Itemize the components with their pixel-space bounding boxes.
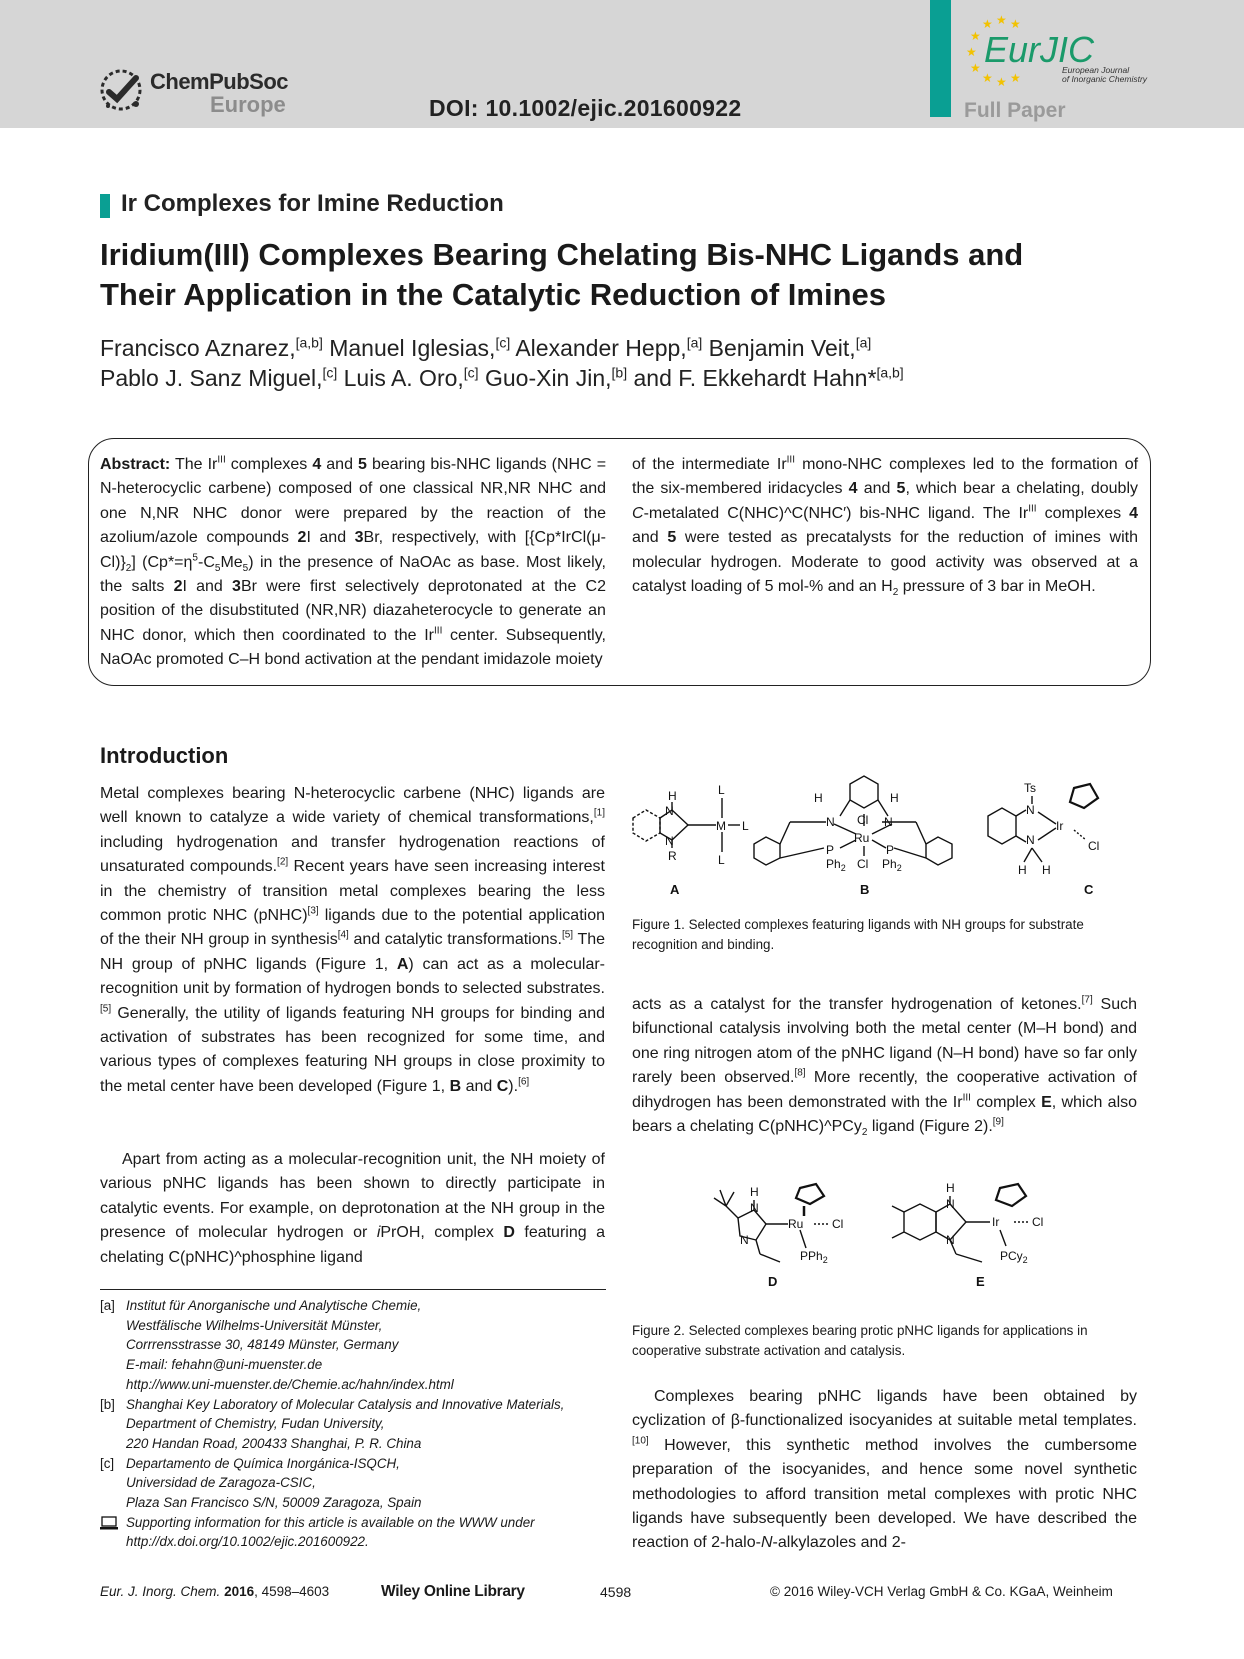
body-column-left-continued	[100, 1148, 605, 1270]
svg-text:PPh2: PPh$_2$	[800, 1249, 828, 1265]
svg-text:C: C	[1084, 882, 1094, 897]
author: Pablo J. Sanz Miguel,[c]	[100, 364, 338, 391]
author: Guo-Xin Jin,[b]	[484, 364, 628, 391]
svg-text:★: ★	[982, 17, 993, 31]
svg-text:N: N	[1026, 833, 1035, 847]
citation-link[interactable]: [9]	[992, 1116, 1004, 1128]
svg-text:H: H	[890, 791, 899, 805]
svg-text:H: H	[1042, 863, 1051, 877]
footnote-supporting-info: Supporting information for this article is available on the WWW under http://dx.doi.org/10.1002/ejic.201600922.	[100, 1513, 606, 1552]
svg-text:Ru: Ru	[854, 831, 870, 845]
svg-text:Ru: Ru	[788, 1217, 804, 1231]
citation-link[interactable]: [5]	[561, 930, 574, 942]
svg-text:L: L	[718, 783, 725, 797]
svg-text:Ts: Ts	[1024, 781, 1036, 795]
citation-link[interactable]: [8]	[794, 1067, 806, 1079]
svg-text:Cl: Cl	[832, 1217, 844, 1231]
paragraph: Metal complexes bearing N-heterocyclic carbene (NHC) ligands are well known to catalyze a wide variety of chemical transformations,[1] including hydrogenation and transfer hydrogenation reactions of unsaturated compounds.[2] Recent years have seen increasing interest in the chemistry of transition metal complexes bearing the less common protic NHC (pNHC)[3] ligands due to the potential application of the their NH group in synthesis[4] and catalytic transformations.[5] The NH group of pNHC ligands (Figure 1, A) can act as a molecular-recognition unit by formation of hydrogen bonds to selected substrates.[5] Generally, the utility of ligands featuring NH groups for binding and activation of substrates has been recognized for some time, and various types of complexes featuring NH groups in close proximity to the metal center have been developed (Figure 1, B and C).[6]	[100, 785, 606, 1095]
svg-text:★: ★	[966, 45, 977, 59]
author: Francisco Aznarez,[a,b]	[100, 334, 323, 361]
paragraph: acts as a catalyst for the transfer hydrogenation of ketones.[7] Such bifunctional catalysis involving both the metal center (M–H bond) and one ring nitrogen atom of the pNHC ligand (N–H bond) have so far only rarely been observed.[8] More recently, the cooperative activation of dihydrogen has been demonstrated with the $Ir^{III}$ complex E, which also bears a chelating C(pNHC)^PCy$_2$ ligand (Figure 2).[9]	[632, 994, 1138, 1139]
chempubsoc-star-icon	[98, 66, 148, 116]
footer-copyright: © 2016 Wiley-VCH Verlag GmbH & Co. KGaA, Weinheim	[770, 1584, 1113, 1599]
svg-text:A: A	[670, 882, 680, 897]
footnote-rule	[100, 1289, 606, 1290]
article-title: Iridium(III) Complexes Bearing Chelating Bis-NHC Ligands and Their Application in the Catalytic Reduction of Imines	[100, 237, 1024, 312]
svg-text:E: E	[976, 1274, 985, 1289]
svg-text:Cl: Cl	[857, 857, 869, 871]
svg-text:★: ★	[970, 61, 981, 75]
body-column-left	[100, 782, 605, 1099]
citation-link[interactable]: [4]	[337, 930, 349, 942]
figure-2-caption: Figure 2. Selected complexes bearing protic pNHC ligands for applications in cooperative substrate activation and catalysis.	[632, 1323, 1088, 1358]
svg-text:Cl: Cl	[857, 813, 869, 827]
svg-text:P: P	[886, 843, 895, 857]
author: and F. Ekkehardt Hahn*[a,b]	[633, 364, 904, 391]
svg-text:N: N	[665, 804, 674, 818]
svg-text:Ph2: $Ph_2$	[826, 857, 846, 873]
abstract-column-right	[632, 453, 1138, 599]
computer-icon	[100, 1516, 120, 1530]
publisher-region: Europe	[210, 92, 286, 117]
svg-text:N: N	[946, 1233, 955, 1247]
doi-label[interactable]: DOI: 10.1002/ejic.201600922	[429, 95, 742, 121]
paragraph: Apart from acting as a molecular-recognition unit, the NH moiety of various pNHC ligands has been shown to directly participate in catalytic events. For example, on deprotonation at the NH group in the presence of molecular hydrogen or iPrOH, complex D featuring a chelating C(pNHC)^phosphine ligand	[100, 1151, 606, 1266]
body-column-right	[632, 993, 1137, 1139]
footer-citation: Eur. J. Inorg. Chem. 2016, 4598–4603	[100, 1584, 330, 1599]
svg-text:★: ★	[996, 14, 1007, 27]
abstract-text-continued: of the intermediate $Ir^{III}$ mono-NHC complexes led to the formation of the six-membered iridacycles 4 and 5, which bear a chelating, doubly C-metalated C(NHC)^C(NHC′) bis-NHC ligand. The $Ir^{III}$ complexes 4 and 5 were tested as precatalysts for the reduction of imines with molecular hydrogen. Moderate to good activity was observed at a catalyst loading of 5 mol-% and an $H_2$ pressure of 3 bar in MeOH.	[632, 454, 1139, 599]
svg-text:H: H	[814, 791, 823, 805]
svg-text:N: N	[946, 1197, 955, 1211]
section-heading-introduction: Introduction	[100, 743, 229, 768]
svg-text:L: L	[718, 853, 725, 867]
svg-text:N: N	[826, 815, 835, 829]
svg-text:H: H	[946, 1181, 955, 1195]
svg-text:★: ★	[996, 75, 1007, 89]
citation-link[interactable]: [7]	[1081, 994, 1093, 1006]
author-list	[100, 333, 1180, 393]
svg-text:H: H	[1018, 863, 1027, 877]
svg-text:Cl: Cl	[1032, 1215, 1044, 1229]
citation-link[interactable]: [2]	[277, 856, 289, 868]
footnote-c: [c] Departamento de Química Inorgánica-ISQCH, Universidad de Zaragoza-CSIC, Plaza San Francisco S/N, 50009 Zaragoza, Spain	[100, 1455, 422, 1511]
author: Luis A. Oro,[c]	[343, 364, 479, 391]
svg-text:★: ★	[970, 29, 981, 43]
svg-text:H: H	[668, 789, 677, 803]
author: Benjamin Veit,[a]	[708, 334, 872, 361]
article-kicker: Ir Complexes for Imine Reduction	[121, 190, 504, 217]
paragraph: Complexes bearing pNHC ligands have been obtained by cyclization of β-functionalized isocyanides at suitable metal templates.[10] However, this synthetic method involves the cumbersome preparation of the isocyanides, and hence some novel synthetic methodologies to afford transition metal complexes with protic NHC ligands have subsequently been developed. We have described the reaction of 2-halo-N-alkylazoles and 2-	[632, 1388, 1137, 1552]
figure-1-caption: Figure 1. Selected complexes featuring ligands with NH groups for substrate recognition and binding.	[632, 917, 1084, 952]
svg-text:★: ★	[1010, 71, 1021, 85]
journal-accent-bar	[930, 0, 951, 117]
body-column-right-continued	[632, 1385, 1137, 1556]
svg-text:Cl: Cl	[1088, 839, 1100, 853]
homepage-link[interactable]: http://www.uni-muenster.de/Chemie.ac/hahn/index.html	[126, 1376, 454, 1392]
email-link[interactable]: E-mail: fehahn@uni-muenster.de	[126, 1357, 323, 1373]
abstract-column-left	[100, 453, 606, 673]
eurjic-logo[interactable]	[962, 14, 1152, 94]
citation-link[interactable]: [3]	[307, 905, 319, 917]
author: Alexander Hepp,[a]	[515, 334, 703, 361]
svg-text:N: N	[884, 815, 893, 829]
affiliation-footnotes	[100, 1296, 606, 1552]
svg-text:N: N	[665, 834, 674, 848]
citation-link[interactable]: [10]	[632, 1435, 649, 1447]
journal-full-name: European Journal of Inorganic Chemistry	[1062, 65, 1148, 84]
chempubsoc-logo[interactable]	[98, 66, 288, 122]
svg-text:L: L	[742, 819, 749, 833]
figure-1-structures	[628, 744, 1148, 899]
citation-link[interactable]: [5]	[100, 1003, 112, 1015]
svg-text:N: N	[750, 1201, 759, 1215]
citation-link[interactable]: [1]	[593, 808, 605, 820]
author: Manuel Iglesias,[c]	[329, 334, 511, 361]
page-number: 4598	[600, 1584, 632, 1600]
abstract-text: Abstract: The $Ir^{III}$ complexes 4 and 5 bearing bis-NHC ligands (NHC = N-heterocyclic carbene) composed of one classical NR,NR NHC and one N,NR NHC donor were prepared by the reaction of the azolium/azole compounds 2I and 3Br, respectively, with $[\{Cp*IrCl(\mu-Cl)\}_2]$ $(Cp*=\eta^5-C_5Me_5)$ in the presence of NaOAc as base. Most likely, the salts 2I and 3Br were first selectively deprotonated at the C2 position of the disubstituted (NR,NR) diazaheterocycle to generate an NHC donor, which then coordinated to the $Ir^{III}$ center. Subsequently, NaOAc promoted C–H bond activation at the pendant imidazole moiety	[100, 454, 607, 669]
svg-text:Ir: Ir	[992, 1215, 1000, 1229]
svg-text:EurJIC: EurJIC	[984, 29, 1095, 70]
citation-link[interactable]: [6]	[518, 1076, 530, 1088]
svg-text:B: B	[860, 882, 870, 897]
svg-text:R: R	[668, 849, 677, 863]
figure-2-structures	[700, 1178, 1140, 1306]
svg-text:Ph2: $Ph_2$	[882, 857, 902, 873]
paper-type: Full Paper	[964, 99, 1066, 122]
supporting-info-link[interactable]: http://dx.doi.org/10.1002/ejic.201600922.	[126, 1534, 369, 1550]
kicker-accent-bar	[100, 194, 110, 218]
svg-text:PCy2: PCy$_2$	[1000, 1249, 1028, 1265]
svg-text:H: H	[750, 1185, 759, 1199]
publisher-name: ChemPubSoc	[150, 69, 289, 94]
svg-text:N: N	[740, 1233, 749, 1247]
svg-text:N: N	[1026, 803, 1035, 817]
svg-text:★: ★	[982, 71, 993, 85]
footnote-a: [a] Institut für Anorganische und Analytische Chemie, Westfälische Wilhelms-Universität Münster, Corrrensstrasse 30, 48149 Münster, Germany E-mail: fehahn@uni-muenster.de http://www.uni-muenster.de/Chemie.ac/hahn/index.html	[100, 1296, 606, 1395]
footnote-b: [b] Shanghai Key Laboratory of Molecular Catalysis and Innovative Materials, Department of Chemistry, Fudan University, 220 Handan Road, 200433 Shanghai, P. R. China	[100, 1396, 565, 1451]
svg-text:★: ★	[1010, 17, 1021, 31]
svg-text:P: P	[826, 843, 835, 857]
svg-text:D: D	[768, 1274, 778, 1289]
svg-text:M: M	[716, 819, 726, 833]
svg-text:Ir: Ir	[1056, 819, 1064, 833]
wiley-online-library-link[interactable]: Wiley Online Library	[381, 1583, 525, 1600]
